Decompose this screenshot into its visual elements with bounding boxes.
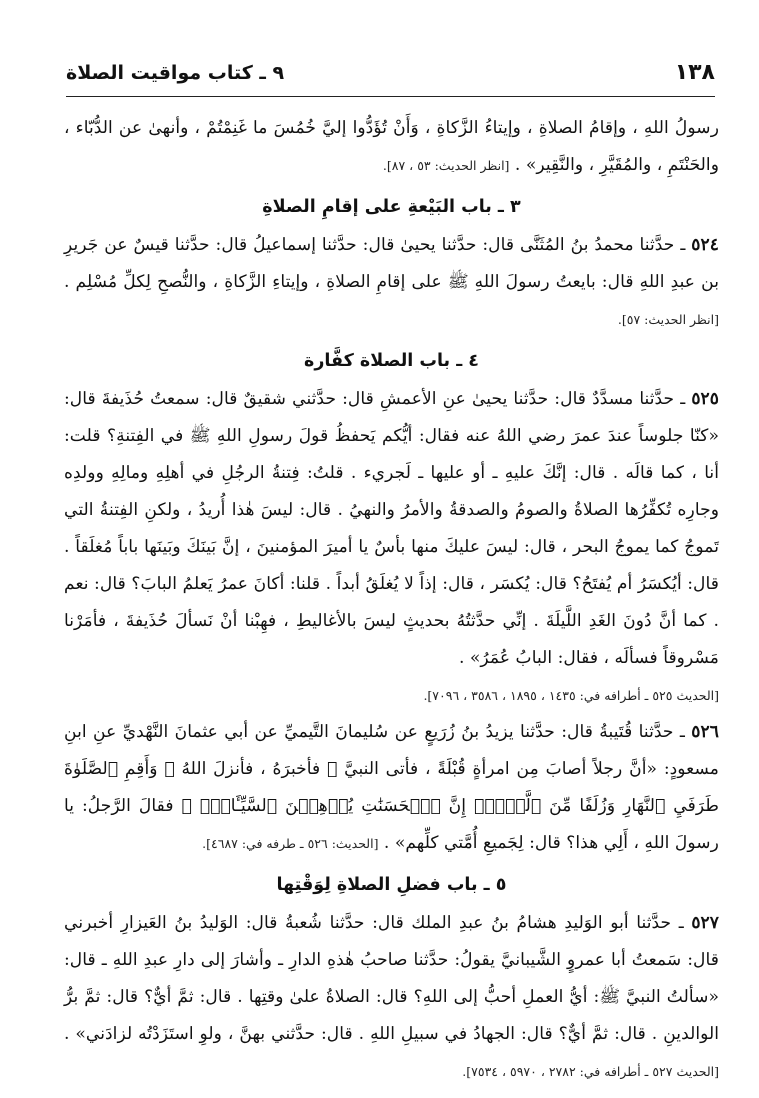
hadith-527 xyxy=(64,905,719,1090)
chapter-5-title: ٥ ـ باب فضلِ الصلاةِ لِوَقْتِها xyxy=(276,875,507,895)
hadith-ref: [انظر الحديث: ٥٧]. xyxy=(617,312,719,327)
chapter-3-title: ٣ ـ باب البَيْعةِ على إقامِ الصلاةِ xyxy=(262,197,521,217)
intro-ref: [انظر الحديث: ٥٣ ، ٨٧]. xyxy=(382,158,510,173)
hadith-ref: [الحديث: ٥٢٦ ـ طرفه في: ٤٦٨٧]. xyxy=(202,836,379,851)
hadith-ref: [الحديث ٥٢٧ ـ أطرافه في: ٢٧٨٢ ، ٥٩٧٠ ، ٧٥٣٤]. xyxy=(462,1064,719,1079)
intro-text: رسولُ اللهِ ، وإقامُ الصلاةِ ، وإيتاءُ الزَّكاةِ ، وَأَنْ تُؤَدُّوا إليَّ خُمُسَ ما غَنِمْتُمْ ، وأنهىٰ عن الدُّبّاء ، والحَنْتَمِ ، والمُقَيَّرِ ، والنَّقِير» . xyxy=(64,118,719,175)
book-title: ٩ ـ كتاب مواقيت الصلاة xyxy=(66,62,285,84)
page-number: ١٣٨ xyxy=(674,60,715,85)
hadith-number: ٥٢٦ xyxy=(691,722,719,742)
hadith-text: ـ حدَّثنا أبو الوَليدِ هشامُ بنُ عبدِ الملك قال: حدَّثنا شُعبةُ قال: الوَليدُ بنُ العَيزارِ أخبرني قال: سَمعتُ أبا عمروٍ الشَّيبانيَّ يقولُ: حدَّثنا صاحبُ هٰذهِ الدارِ ـ وأشارَ إلى دارِ عبدِ اللهِ ـ قال: «سألتُ النبيَّ ﷺ: أيُّ العملِ أحبُّ إلى اللهِ؟ قال: الصلاةُ علىٰ وقتِها . قال: ثمَّ أيٌّ؟ قال: ثمَّ برُّ الوالدينِ . قال: ثمَّ أيٌّ؟ قال: الجهادُ في سبيلِ اللهِ . قال: حدَّثني بهنَّ ، ولوِ استَزَدْتُه لزادَني» . xyxy=(64,913,719,1044)
hadith-524 xyxy=(64,227,719,338)
hadith-525 xyxy=(64,381,719,677)
hadith-526 xyxy=(64,714,719,862)
chapter-4-title: ٤ ـ باب الصلاة كفَّارة xyxy=(304,351,479,371)
hadith-number: ٥٢٤ xyxy=(691,235,719,255)
hadith-525-ref-line xyxy=(64,677,719,714)
hadith-ref: [الحديث ٥٢٥ ـ أطرافه في: ١٤٣٥ ، ١٨٩٥ ، ٣٥٨٦ ، ٧٠٩٦]. xyxy=(423,688,719,703)
hadith-text: ـ حدَّثنا محمدُ بنُ المُثَنَّى قال: حدَّثنا يحيىٰ قال: حدَّثنا إسماعيلُ قال: حدَّثنا قيسٌ عن جَريرِ بن عبدِ اللهِ قال: بايعتُ رسولَ اللهِ ﷺ على إقامِ الصلاةِ ، وإيتاءِ الزَّكاةِ ، والنُّصحِ لِكلِّ مُسْلِم . xyxy=(64,235,719,292)
intro-paragraph xyxy=(64,110,719,184)
hadith-text: ـ حدَّثنا قُتَيبةُ قال: حدَّثنا يزيدُ بنُ زُرَيعٍ عن سُليمانَ التَّيميِّ عن أبي عثمانَ النَّهْديِّ عنِ ابنِ مسعودٍ: «أنَّ رجلاً أصابَ مِن امرأةٍ قُبْلَةً ، فأتى النبيَّ ﷺ فأخبرَهُ ، فأنزلَ اللهُ ﴿ وَأَقِمِ ٱلصَّلَوٰةَ طَرَفَيِ ٱلنَّهَارِ وَزُلَفًا مِّنَ ٱلَّيۡلِۚ إِنَّ ٱلۡحَسَنَٰتِ يُذۡهِبۡنَ ٱلسَّيِّـَٔاتِۚ ﴾ فقالَ الرَّجلُ: يا رسولَ اللهِ ، أَلِي هذا؟ قال: لِجَميعِ أُمَّتي كلِّهم» . xyxy=(64,722,719,853)
hadith-text: ـ حدَّثنا مسدَّدٌ قال: حدَّثنا يحيىٰ عنِ الأعمشِ قال: حدَّثني شقيقٌ قال: سمعتُ حُذَيفةَ قال: «كنّا جلوساً عندَ عمرَ رضي اللهُ عنه فقال: أيُّكم يَحفظُ قولَ رسولِ اللهِ ﷺ في الفِتنةِ؟ قلت: أنا ، كما قالَه . قال: إنَّكَ عليهِ ـ أو عليها ـ لَجريء . قلتُ: فِتنةُ الرجُلِ في أهلِهِ ومالِهِ وولدِه وجارِه تُكفِّرُها الصلاةُ والصومُ والصدقةُ والأمرُ والنهيُ . قال: ليسَ هٰذا أُريدُ ، ولكنِ الفِتنةُ التي تَموجُ كما يموجُ البحر ، قال: ليسَ عليكَ منها بأسٌ يا أميرَ المؤمنينَ ، إنَّ بَينَكَ وبَينَها باباً مُغلَقاً . قال: أيُكسَرُ أم يُفتَحُ؟ قال: يُكسَر ، قال: إذاً لا يُغلَقُ أبداً . قلنا: أكانَ عمرُ يَعلمُ البابَ؟ قال: نعم . كما أنَّ دُونَ الغَدِ اللَّيلَةَ . إنِّي حدَّثتُهُ بحديثٍ ليسَ بالأغاليطِ ، فهِبْنا أنْ نَسألَ حُذَيفةَ ، فأمَرْنا مَسْروقاً فسألَه ، فقال: البابُ عُمَرُ» . xyxy=(64,389,719,668)
page-content xyxy=(64,110,719,1090)
hadith-number: ٥٢٧ xyxy=(691,913,720,933)
page-header xyxy=(66,56,715,97)
hadith-number: ٥٢٥ xyxy=(691,389,720,409)
